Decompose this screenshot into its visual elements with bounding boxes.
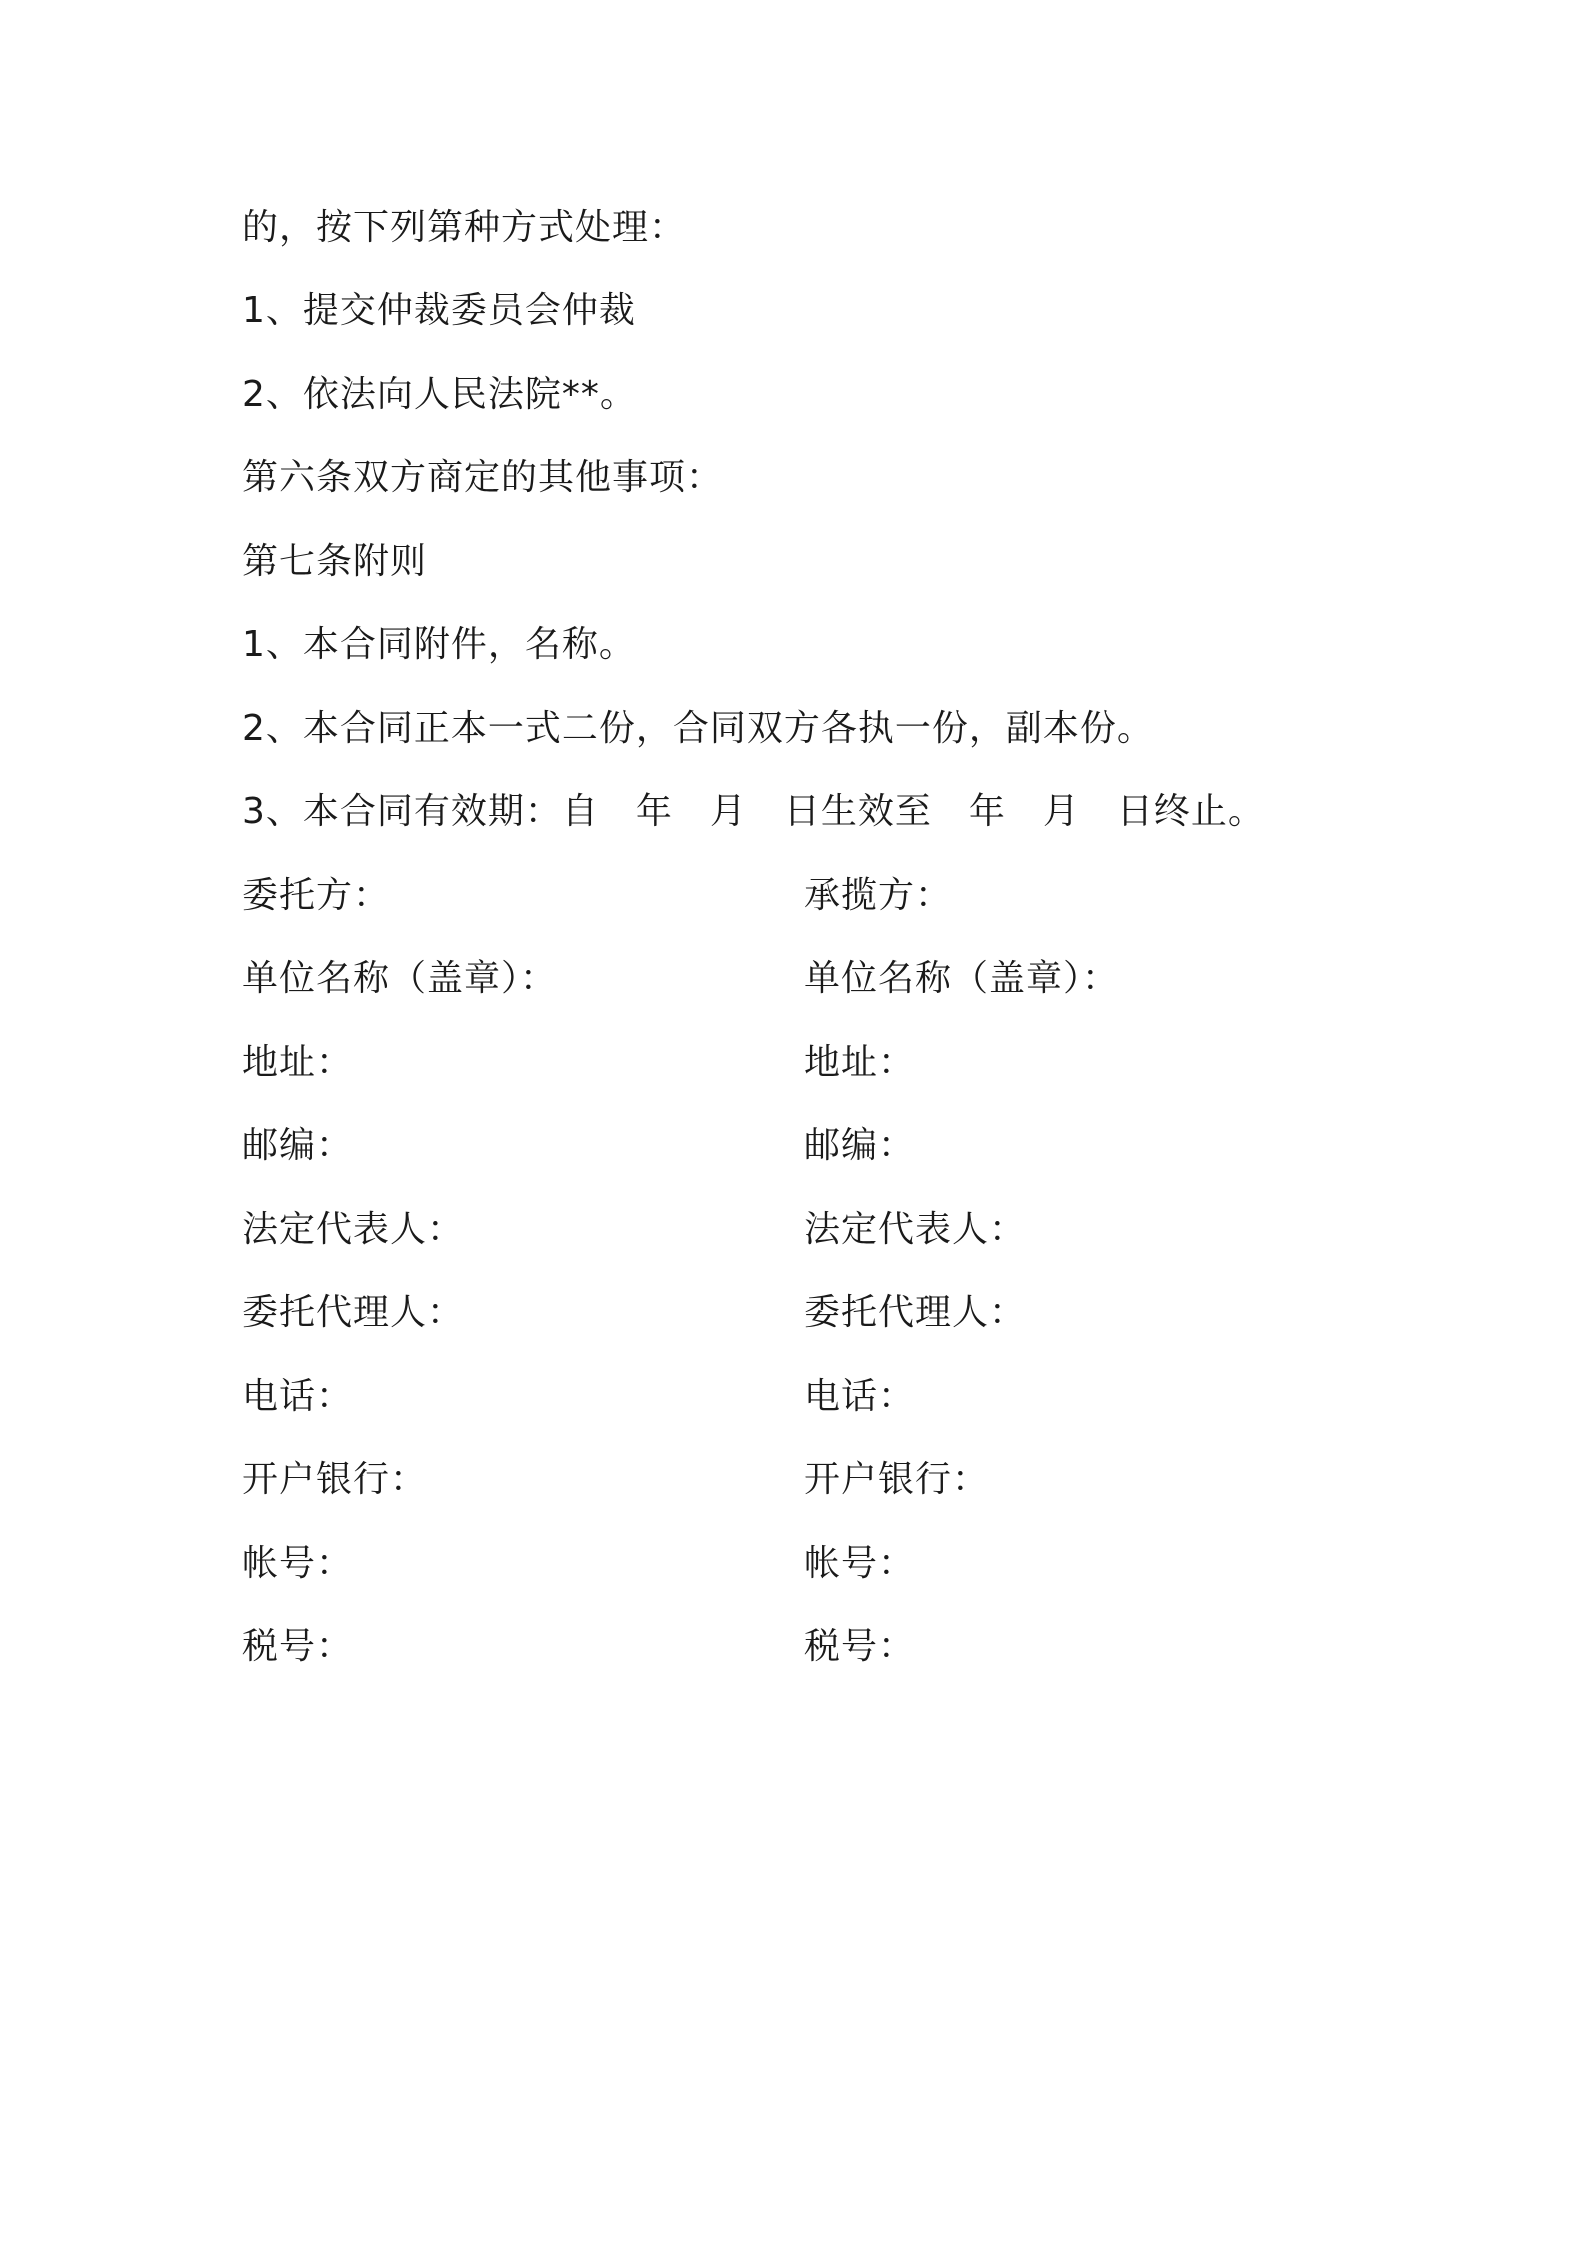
- client-address-field: 地址：: [242, 1042, 354, 1083]
- contractor-account-field: 帐号：: [804, 1543, 916, 1584]
- dispute-option-arbitration: 1、提交仲裁委员会仲裁: [242, 290, 636, 331]
- client-phone-field: 电话：: [242, 1376, 354, 1417]
- contractor-bank-field: 开户银行：: [804, 1459, 990, 1500]
- client-account-field: 帐号：: [242, 1543, 354, 1584]
- contractor-legal-rep-field: 法定代表人：: [804, 1209, 1027, 1250]
- client-bank-field: 开户银行：: [242, 1459, 428, 1500]
- contractor-address-field: 地址：: [804, 1042, 916, 1083]
- attachment-clause: 1、本合同附件，名称。: [242, 624, 636, 665]
- contractor-tax-id-field: 税号：: [804, 1626, 916, 1667]
- client-tax-id-field: 税号：: [242, 1626, 354, 1667]
- client-unit-name-field: 单位名称（盖章）：: [242, 958, 558, 999]
- contractor-agent-field: 委托代理人：: [804, 1292, 1027, 1333]
- contractor-party-label: 承揽方：: [804, 875, 953, 916]
- clause-intro-text: 的，按下列第种方式处理：: [242, 207, 687, 248]
- contractor-phone-field: 电话：: [804, 1376, 916, 1417]
- article-six-heading: 第六条双方商定的其他事项：: [242, 457, 724, 498]
- contractor-unit-name-field: 单位名称（盖章）：: [804, 958, 1120, 999]
- dispute-option-court: 2、依法向人民法院**。: [242, 374, 637, 415]
- validity-clause: 3、本合同有效期：自 年 月 日生效至 年 月 日终止。: [242, 791, 1265, 832]
- client-agent-field: 委托代理人：: [242, 1292, 465, 1333]
- client-postcode-field: 邮编：: [242, 1125, 354, 1166]
- client-legal-rep-field: 法定代表人：: [242, 1209, 465, 1250]
- article-seven-heading: 第七条附则: [242, 541, 428, 582]
- client-party-label: 委托方：: [242, 875, 391, 916]
- copies-clause: 2、本合同正本一式二份，合同双方各执一份，副本份。: [242, 708, 1154, 749]
- contractor-postcode-field: 邮编：: [804, 1125, 916, 1166]
